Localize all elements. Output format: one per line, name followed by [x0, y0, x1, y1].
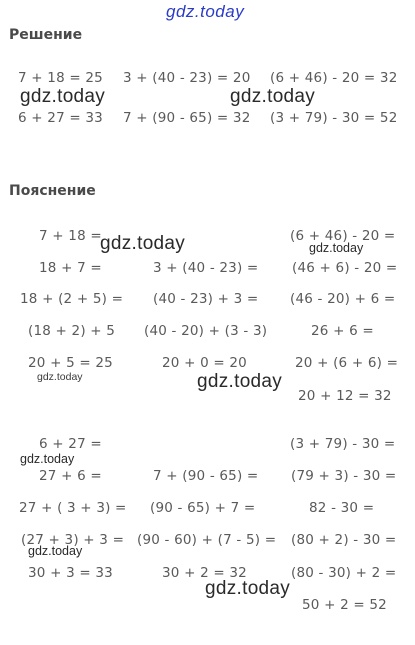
watermark: gdz.today — [28, 544, 83, 558]
watermark: gdz.today — [309, 241, 364, 255]
explanation-step: 20 + 0 = 20 — [162, 355, 247, 371]
explanation-step: (90 - 65) + 7 = — [150, 500, 256, 516]
explanation-step: (27 + 3) + 3 = — [21, 532, 125, 548]
explanation-step: 20 + 12 = 32 — [298, 388, 392, 404]
solution-equation: (3 + 79) - 30 = 52 — [270, 110, 398, 126]
explanation-step: 82 - 30 = — [309, 500, 375, 516]
explanation-step: 30 + 2 = 32 — [162, 565, 247, 581]
explanation-step: 27 + 6 = — [39, 468, 102, 484]
explanation-step: (6 + 46) - 20 = — [290, 228, 396, 244]
watermark: gdz.today — [230, 86, 316, 107]
watermark: gdz.today — [205, 578, 291, 599]
explanation-step: 50 + 2 = 52 — [302, 597, 387, 613]
explanation-step: 3 + (40 - 23) = — [153, 260, 259, 276]
watermark: gdz.today — [20, 86, 106, 107]
explanation-step: (80 - 30) + 2 = — [291, 565, 397, 581]
watermark: gdz.today — [20, 452, 75, 466]
explanation-step: 7 + 18 = — [39, 228, 102, 244]
explanation-step: (90 - 60) + (7 - 5) = — [137, 532, 277, 548]
solution-equation: 6 + 27 = 33 — [18, 110, 103, 126]
explanation-step: (40 - 20) + (3 - 3) — [144, 323, 268, 339]
explanation-step: 6 + 27 = — [39, 436, 102, 452]
explanation-step: 7 + (90 - 65) = — [153, 468, 259, 484]
explanation-step: (80 + 2) - 30 = — [291, 532, 397, 548]
solution-equation: 7 + (90 - 65) = 32 — [123, 110, 251, 126]
watermark: gdz.today — [100, 233, 186, 254]
solution-equation: 7 + 18 = 25 — [18, 70, 103, 86]
solution-heading: Решение — [9, 27, 83, 43]
top-watermark: gdz.today — [166, 2, 245, 21]
explanation-step: 20 + 5 = 25 — [28, 355, 113, 371]
explanation-step: (40 - 23) + 3 = — [153, 291, 259, 307]
watermark: gdz.today — [197, 371, 283, 392]
explanation-step: 18 + (2 + 5) = — [20, 291, 124, 307]
explanation-step: (3 + 79) - 30 = — [290, 436, 396, 452]
explanation-step: (46 - 20) + 6 = — [290, 291, 396, 307]
explanation-step: 30 + 3 = 33 — [28, 565, 113, 581]
explanation-step: 26 + 6 = — [311, 323, 374, 339]
explanation-step: (79 + 3) - 30 = — [291, 468, 397, 484]
watermark: gdz.today — [37, 371, 83, 383]
explanation-step: (46 + 6) - 20 = — [292, 260, 398, 276]
solution-equation: 3 + (40 - 23) = 20 — [123, 70, 251, 86]
explanation-step: 27 + ( 3 + 3) = — [19, 500, 127, 516]
explanation-heading: Пояснение — [9, 183, 96, 199]
explanation-step: (18 + 2) + 5 — [28, 323, 116, 339]
explanation-step: 18 + 7 = — [39, 260, 102, 276]
explanation-step: 20 + (6 + 6) = — [295, 355, 399, 371]
solution-equation: (6 + 46) - 20 = 32 — [270, 70, 398, 86]
